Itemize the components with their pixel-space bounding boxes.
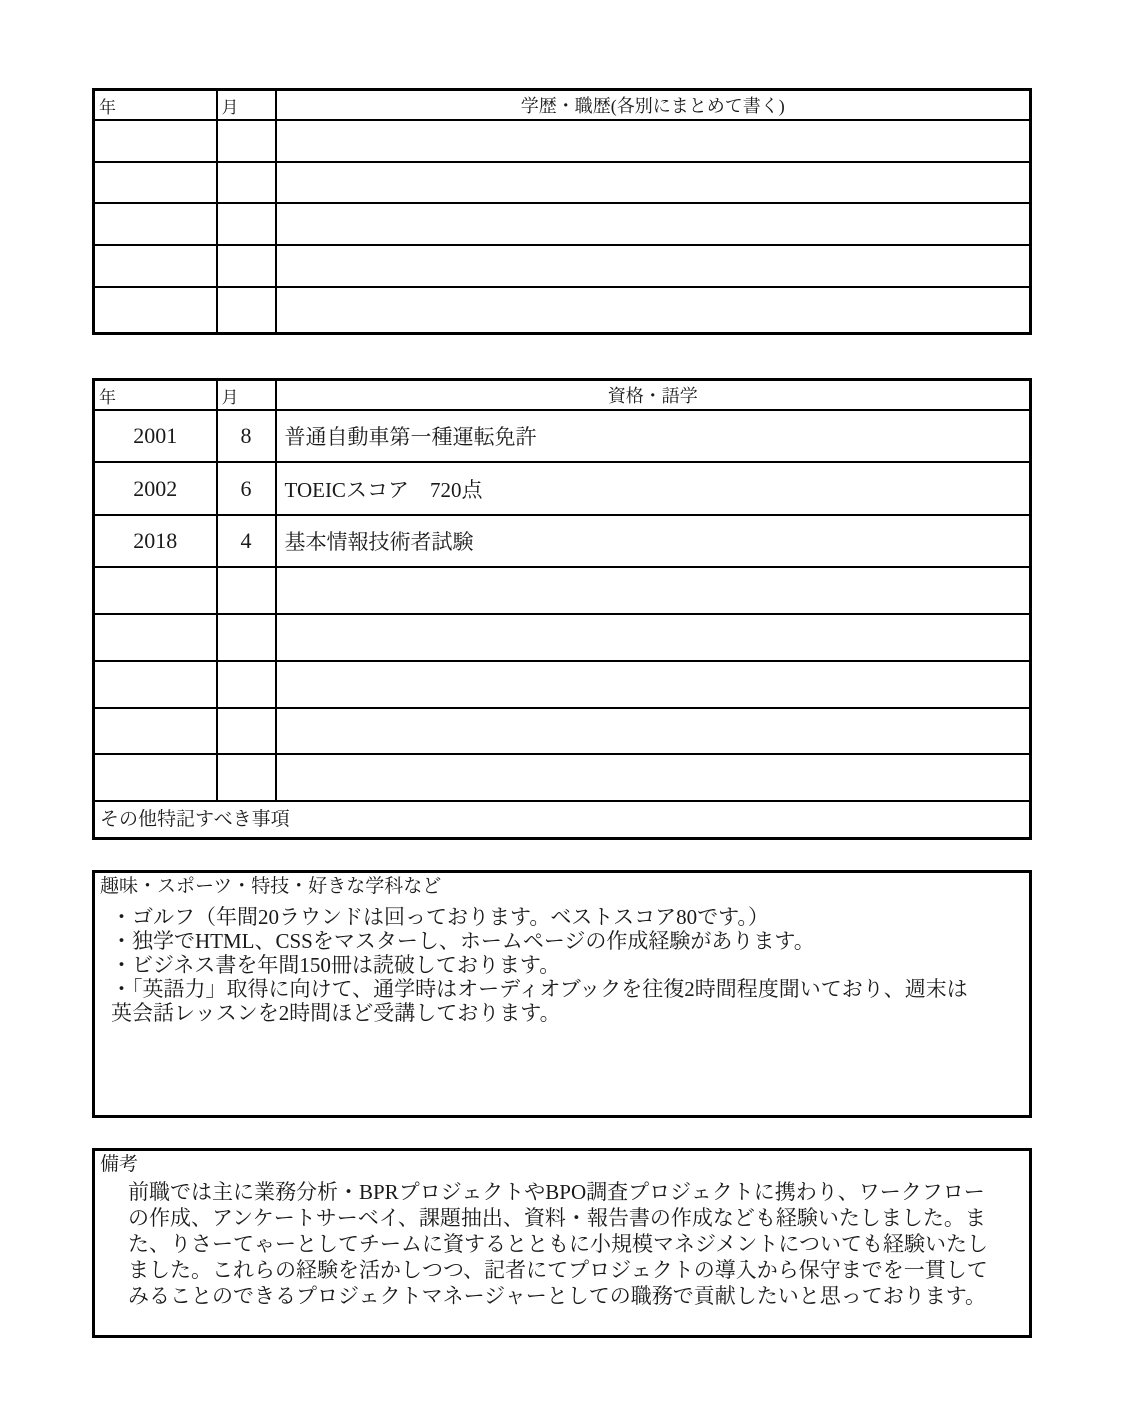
qualification-month-cell [217,708,276,755]
qualification-subject-header: 資格・語学 [276,380,1031,411]
qualification-year-cell [94,708,217,755]
qualification-month-cell: 4 [217,515,276,567]
remarks-section-title: 備考 [100,1154,139,1175]
education-year-cell [94,245,217,287]
qualification-text-cell: TOEICスコア 720点 [276,462,1031,514]
qualification-row [94,462,1031,514]
qualification-row [94,410,1031,462]
qualification-month-header: 月 [217,380,276,411]
qualification-year-cell [94,614,217,661]
qualification-text-cell [276,614,1031,661]
education-text-cell [276,287,1031,334]
qualification-header-row [94,380,1031,411]
qualification-empty-row [94,567,1031,614]
education-year-cell [94,287,217,334]
education-empty-row [94,203,1031,245]
qualification-year-cell: 2018 [94,515,217,567]
qualification-year-cell: 2002 [94,462,217,514]
hobby-item: ・ビジネス書を年間150冊は読破しております。 [111,953,561,977]
education-month-cell [217,245,276,287]
other-notes-label: その他特記すべき事項 [94,801,1031,838]
education-year-header: 年 [94,90,217,121]
remarks-body-text: 前職では主に業務分析・BPRプロジェクトやBPO調査プロジェクトに携わり、ワークフローの作成、アンケートサーベイ、課題抽出、資料・報告書の作成なども経験いたしました。また、りさーてゃーとしてチームに資するとともに小規模マネジメントについても経験いたしました。これらの経験を活かしつつ、記者にてプロジェクトの導入から保守までを一貫してみることのできるプロジェクトマネージャーとしての職務で貢献したいと思っております。 [128,1180,988,1308]
qualification-year-cell [94,661,217,708]
education-month-cell [217,120,276,162]
qualification-month-cell [217,567,276,614]
education-text-cell [276,162,1031,204]
education-month-cell [217,203,276,245]
qualification-month-cell [217,754,276,801]
education-month-header: 月 [217,90,276,121]
qualification-text-cell: 普通自動車第一種運転免許 [276,410,1031,462]
qualification-text-cell [276,708,1031,755]
qualification-empty-row [94,661,1031,708]
qualification-table [92,378,1032,840]
qualification-text-cell [276,661,1031,708]
hobby-item: ・ゴルフ（年間20ラウンドは回っております。ベストスコア80です。） [111,905,769,929]
education-text-cell [276,245,1031,287]
education-month-cell [217,287,276,334]
education-empty-row [94,120,1031,162]
education-history-table [92,88,1032,335]
qualification-year-header: 年 [94,380,217,411]
qualification-empty-row [94,708,1031,755]
qualification-year-cell [94,754,217,801]
qualification-month-cell: 6 [217,462,276,514]
qualification-text-cell: 基本情報技術者試験 [276,515,1031,567]
education-text-cell [276,203,1031,245]
education-empty-row [94,162,1031,204]
qualification-notes-row [94,801,1031,838]
hobby-item: ・独学でHTML、CSSをマスターし、ホームページの作成経験があります。 [111,929,815,953]
education-text-cell [276,120,1031,162]
hobbies-section-title: 趣味・スポーツ・特技・好きな学科など [100,876,442,897]
qualification-text-cell [276,754,1031,801]
education-subject-header: 学歴・職歴(各別にまとめて書く) [276,90,1031,121]
education-empty-row [94,287,1031,334]
education-month-cell [217,162,276,204]
qualification-row [94,515,1031,567]
qualification-month-cell [217,614,276,661]
qualification-year-cell: 2001 [94,410,217,462]
qualification-empty-row [94,754,1031,801]
education-year-cell [94,162,217,204]
qualification-text-cell [276,567,1031,614]
hobby-item: ・「英語力」取得に向けて、通学時はオーディオブックを往復2時間程度聞いており、週末は英会話レッスンを2時間ほど受講しております。 [111,977,968,1025]
education-header-row [94,90,1031,121]
education-year-cell [94,203,217,245]
qualification-year-cell [94,567,217,614]
qualification-month-cell: 8 [217,410,276,462]
remarks-section [92,1148,1032,1338]
education-empty-row [94,245,1031,287]
hobbies-section [92,870,1032,1118]
qualification-empty-row [94,614,1031,661]
hobbies-list [95,898,1029,1025]
qualification-month-cell [217,661,276,708]
education-year-cell [94,120,217,162]
